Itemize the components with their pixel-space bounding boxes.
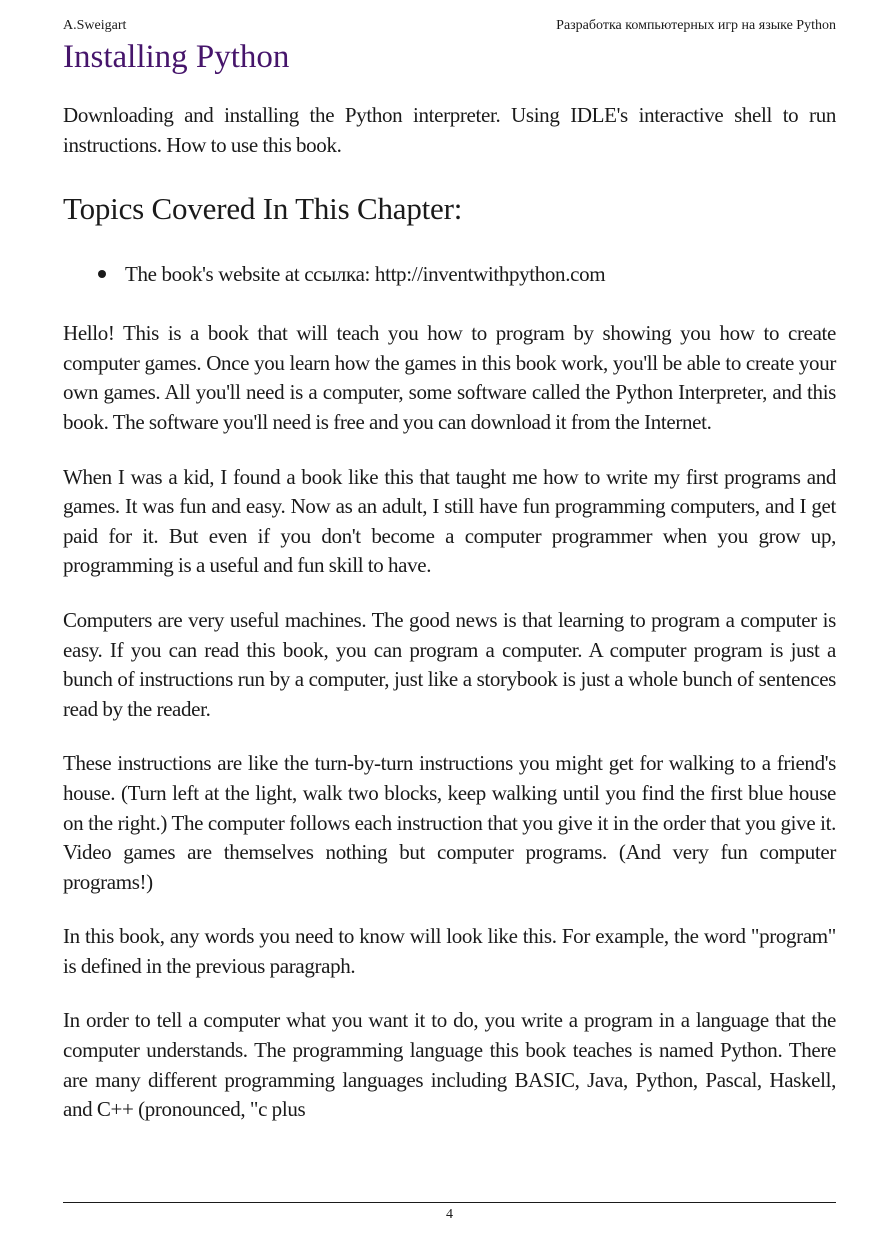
header-book-title: Разработка компьютерных игр на языке Python xyxy=(556,18,836,33)
running-header xyxy=(63,17,836,35)
topic-item-text: The book's website at ссылка: http://inventwithpython.com xyxy=(125,262,606,287)
chapter-summary: Downloading and installing the Python interpreter. Using IDLE's interactive shell to run instructions. How to use this book. xyxy=(63,103,836,157)
body-paragraph: Hello! This is a book that will teach you how to program by showing you how to create computer games. Once you learn how the games in this book work, you'll be able to create your own games. All you'll need is a computer, some software called the Python Interpreter, and this book. The software you'll need is free and you can download it from the Internet. xyxy=(63,321,836,434)
footer-divider xyxy=(63,1202,836,1203)
topics-heading: Topics Covered In This Chapter: xyxy=(63,191,463,227)
body-paragraph: In order to tell a computer what you want it to do, you write a program in a language that the computer understands. The programming language this book teaches is named Python. There are many different programming languages including BASIC, Java, Python, Pascal, Haskell, and C++ (pronounced, "c plus xyxy=(63,1008,836,1122)
chapter-body xyxy=(63,101,836,1150)
body-paragraph: Computers are very useful machines. The good news is that learning to program a computer is easy. If you can read this book, you can program a computer. A computer program is just a bunch of instructions run by a computer, just like a storybook is just a whole bunch of sentences read by the reader. xyxy=(63,607,836,721)
page-number: 4 xyxy=(446,1207,453,1222)
book-page xyxy=(63,0,836,1241)
body-paragraph: When I was a kid, I found a book like this that taught me how to write my first programs and games. It was fun and easy. Now as an adult, I still have fun programming computers, and I get paid for it. But even if you don't become a computer programmer when you grow up, programming is a useful and fun skill to have. xyxy=(63,464,836,578)
chapter-title: Installing Python xyxy=(63,39,290,75)
body-paragraph: In this book, any words you need to know will look like this. For example, the word "program" is defined in the previous paragraph. xyxy=(63,924,836,978)
bullet-icon xyxy=(98,270,106,278)
topic-item xyxy=(63,259,836,289)
body-paragraph: These instructions are like the turn-by-turn instructions you might get for walking to a friend's house. (Turn left at the light, walk two blocks, keep walking until you find the first blue house on the right.) The computer follows each instruction that you give it in the order that you give it. Video games are themselves nothing but computer programs. (And very fun computer programs!) xyxy=(63,751,836,894)
header-author: A.Sweigart xyxy=(63,18,127,33)
topics-list xyxy=(63,259,836,289)
